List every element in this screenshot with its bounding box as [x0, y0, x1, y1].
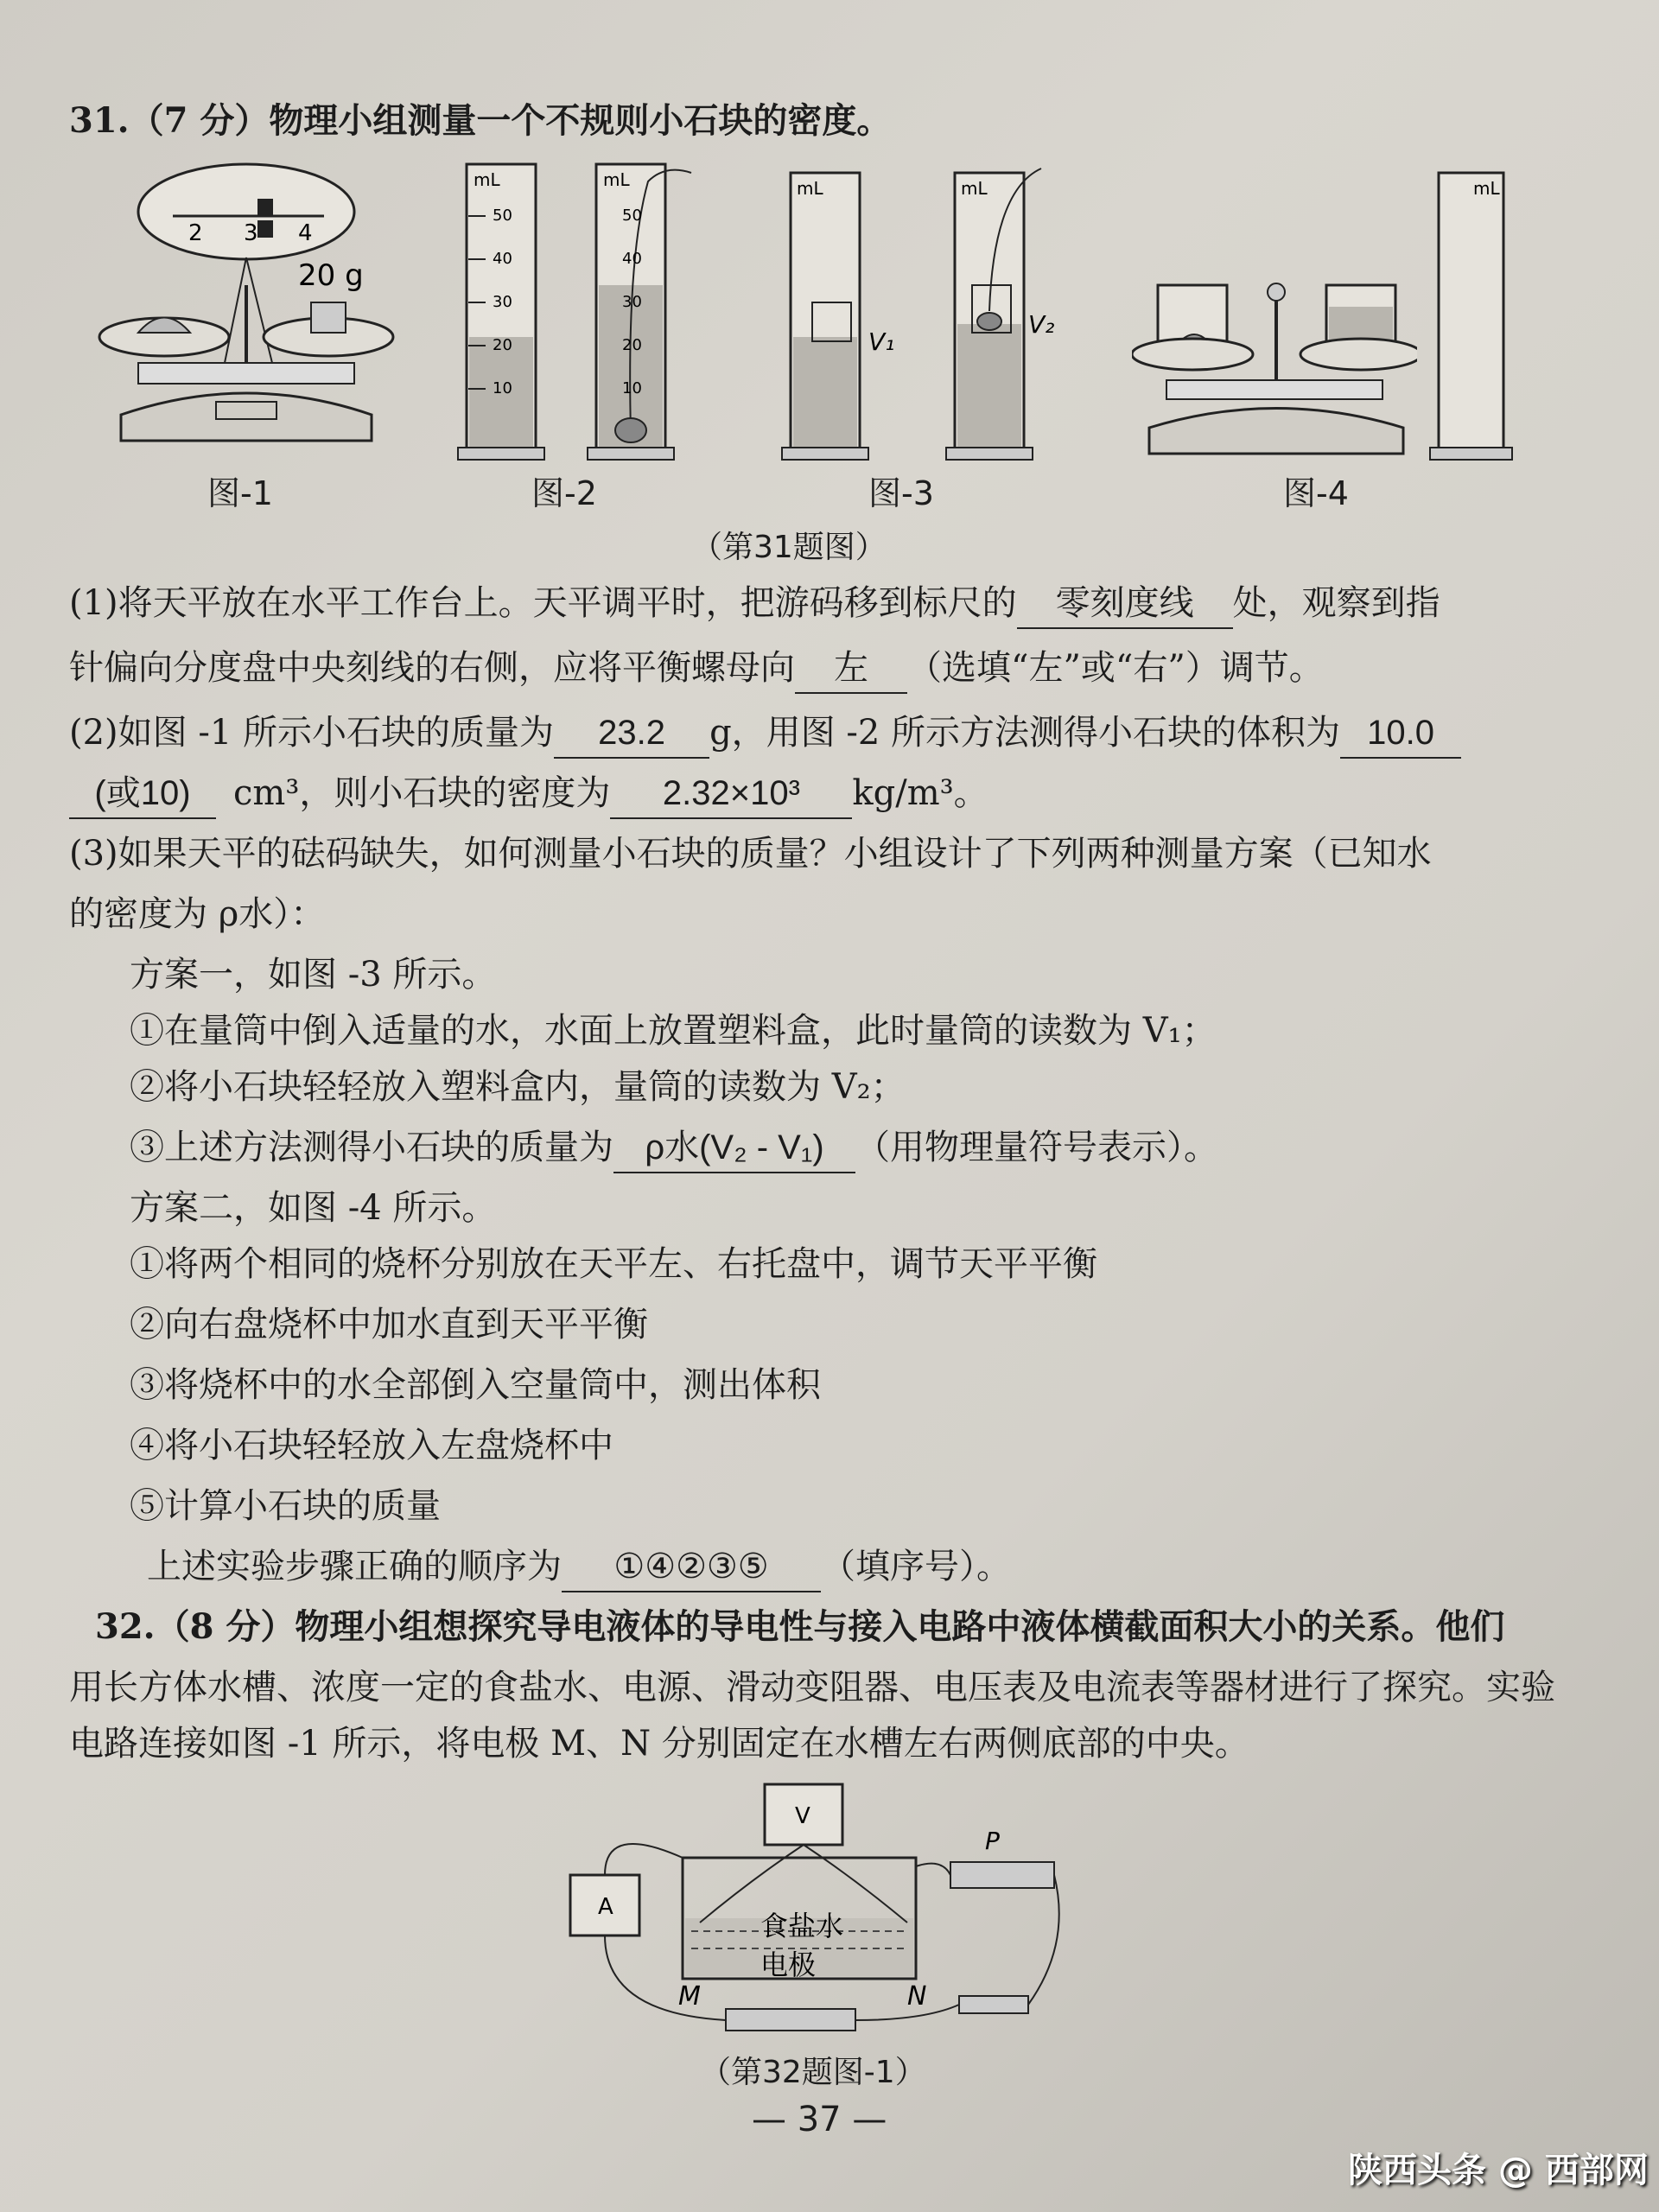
fig3-cylinder-v1	[778, 156, 907, 467]
fig4-unit: mL	[1473, 178, 1500, 199]
q31-part2-line2: (或10) cm³，则小石块的密度为 2.32×10³ kg/m³。	[69, 769, 988, 819]
q31-title: 31.（7 分）物理小组测量一个不规则小石块的密度。	[69, 100, 892, 141]
page-number: — 37 —	[752, 2100, 887, 2139]
plan1-step1: ①在量筒中倒入适量的水，水面上放置塑料盒，此时量筒的读数为 V₁；	[130, 1011, 1217, 1051]
answer-volume: 10.0	[1340, 709, 1461, 759]
plan1-step3: ③上述方法测得小石块的质量为 ρ水(V₂ - V₁) （用物理量符号表示）。	[130, 1123, 1218, 1173]
fig3-label: 图-3	[868, 474, 934, 512]
balance-mass-label: 20 g	[298, 258, 364, 293]
salt-water-label: 食盐水	[760, 1910, 844, 1942]
q31-part1-line1: (1)将天平放在水平工作台上。天平调平时，把游码移到标尺的 零刻度线 处，观察到指	[69, 579, 1440, 629]
rheostat-p-label: P	[985, 1827, 1000, 1855]
fig4-label: 图-4	[1283, 474, 1349, 512]
fig2b-tick-50: 50	[622, 207, 642, 225]
fig2-tick-20: 20	[493, 336, 512, 354]
fig2-tick-50: 50	[493, 207, 512, 225]
q31-part3-line2: 的密度为 ρ水）：	[69, 894, 326, 934]
answer-zero-mark: 零刻度线	[1017, 579, 1233, 629]
plan2-step2: ②向右盘烧杯中加水直到天平平衡	[130, 1305, 648, 1344]
fig3-unit: mL	[797, 178, 823, 199]
electrode-n-label: N	[907, 1981, 927, 2012]
fig2-label: 图-2	[531, 474, 597, 512]
ruler-tick-3: 3	[244, 220, 258, 246]
plan2-step5: ⑤计算小石块的质量	[130, 1486, 441, 1526]
ruler-tick-2: 2	[188, 220, 203, 246]
fig4-empty-cylinder	[1426, 164, 1521, 467]
q32-line3: 电路连接如图 -1 所示，将电极 M、N 分别固定在水槽左右两侧底部的中央。	[69, 1724, 1249, 1764]
plan1-step2: ②将小石块轻轻放入塑料盒内，量筒的读数为 V₂；	[130, 1067, 906, 1107]
q31-part1-line2: 针偏向分度盘中央刻线的右侧，应将平衡螺母向 左 （选填“左”或“右”）调节。	[69, 644, 1324, 694]
q31-order-line: 上述实验步骤正确的顺序为 ①④②③⑤ （填序号）。	[147, 1542, 1011, 1592]
q32-circuit-figure	[553, 1780, 1071, 2039]
watermark: 陕西头条 @ 西部网	[1348, 2151, 1649, 2190]
plan2-heading: 方案二，如图 -4 所示。	[130, 1188, 497, 1228]
fig2b-tick-20: 20	[622, 336, 642, 354]
answer-density: 2.32×10³	[610, 769, 852, 819]
plan1-heading: 方案一，如图 -3 所示。	[130, 955, 497, 995]
electrode-label: 电极	[760, 1948, 817, 1981]
fig4-balance-beakers	[1132, 251, 1417, 458]
fig3-v2-label: V₂	[1028, 310, 1055, 339]
q31-figure-caption: （第31题图）	[691, 530, 887, 565]
fig2-tick-10: 10	[493, 379, 512, 397]
plan2-step3: ③将烧杯中的水全部倒入空量筒中，测出体积	[130, 1365, 821, 1405]
q31-part2-line1: (2)如图 -1 所示小石块的质量为 23.2 g，用图 -2 所示方法测得小石块的体积为 10.0	[69, 709, 1461, 759]
ruler-tick-4: 4	[298, 220, 313, 246]
fig2b-tick-40: 40	[622, 250, 642, 268]
fig2b-tick-30: 30	[622, 293, 642, 311]
answer-left: 左	[795, 644, 907, 694]
q32-line2: 用长方体水槽、浓度一定的食盐水、电源、滑动变阻器、电压表及电流表等器材进行了探究。实验	[69, 1668, 1555, 1707]
fig2-unit: mL	[474, 169, 500, 190]
fig2b-cylinder-stone	[579, 156, 709, 467]
answer-volume-alt: (或10)	[69, 769, 216, 819]
q31-part3-line1: (3)如果天平的砝码缺失，如何测量小石块的质量？小组设计了下列两种测量方案（已知水	[69, 834, 1432, 874]
answer-order: ①④②③⑤	[562, 1542, 821, 1592]
fig2-cylinder	[449, 156, 570, 467]
fig3-cylinder-v2	[942, 156, 1071, 467]
electrode-m-label: M	[678, 1981, 701, 2012]
plan2-step4: ④将小石块轻轻放入左盘烧杯中	[130, 1426, 613, 1465]
fig2b-tick-10: 10	[622, 379, 642, 397]
answer-mass: 23.2	[554, 709, 709, 759]
voltmeter-label: V	[795, 1803, 810, 1829]
plan2-step1: ①将两个相同的烧杯分别放在天平左、右托盘中，调节天平平衡	[130, 1244, 1097, 1284]
fig1-balance	[86, 156, 397, 449]
q32-line1: 32.（8 分）物理小组想探究导电液体的导电性与接入电路中液体横截面积大小的关系。他们	[95, 1606, 1505, 1647]
ammeter-label: A	[598, 1894, 613, 1920]
fig2b-unit: mL	[603, 169, 630, 190]
fig2-tick-30: 30	[493, 293, 512, 311]
q32-figure-caption: （第32题图-1）	[700, 2055, 926, 2090]
fig1-label: 图-1	[207, 474, 273, 512]
fig3-v1-label: V₁	[868, 327, 895, 356]
fig2-tick-40: 40	[493, 250, 512, 268]
answer-mass-formula: ρ水(V₂ - V₁)	[613, 1123, 855, 1173]
fig3b-unit: mL	[961, 178, 988, 199]
